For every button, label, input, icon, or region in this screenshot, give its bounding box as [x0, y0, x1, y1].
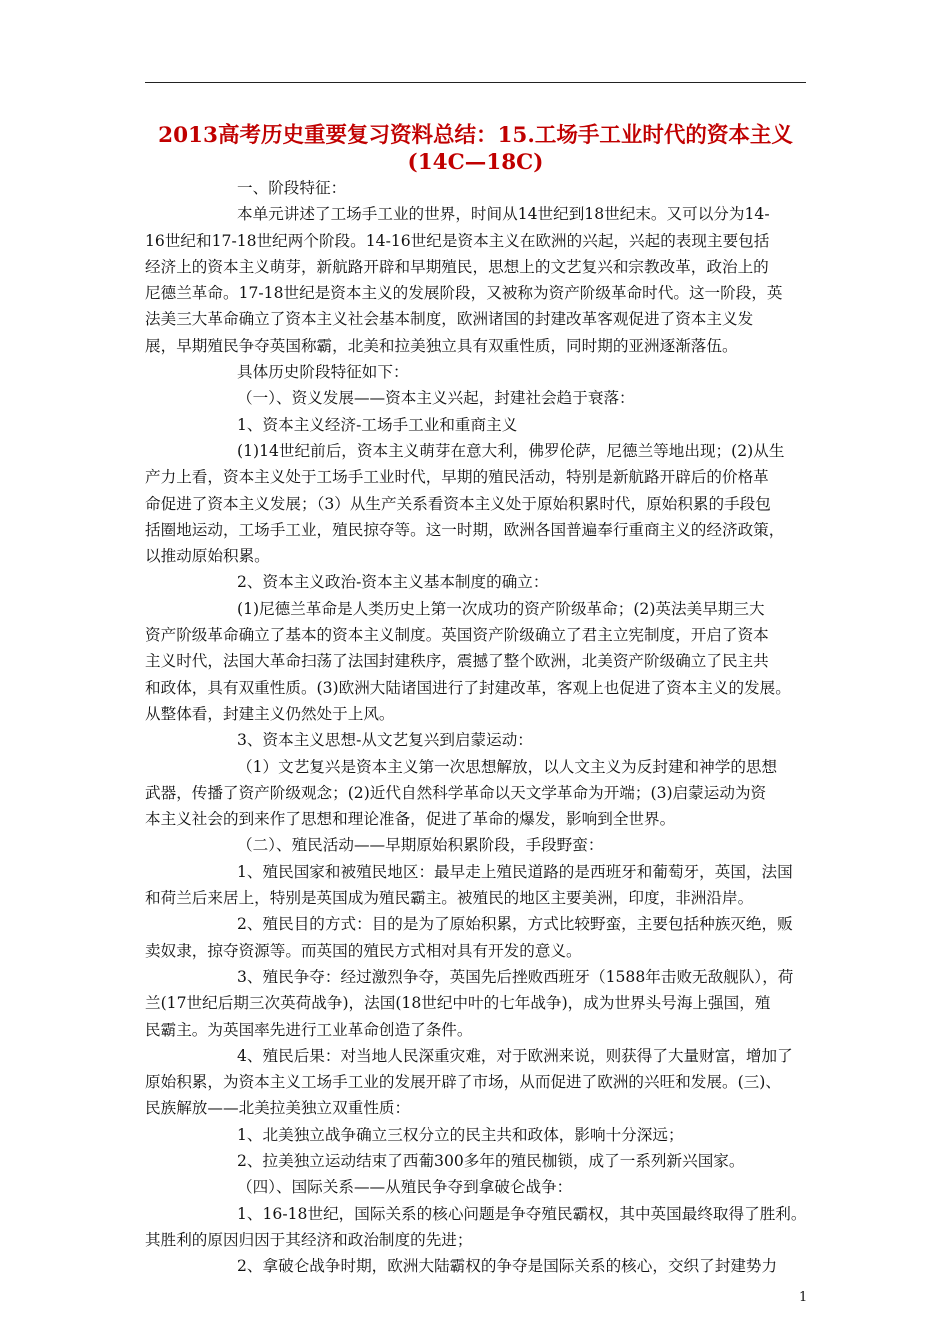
paragraph-line: 和政体，具有双重性质。(3)欧洲大陆诸国进行了封建改革，客观上也促进了资本主义的发展。 [145, 678, 791, 697]
paragraph-line: 从整体看，封建主义仍然处于上风。 [145, 704, 395, 723]
paragraph-line: 2、资本主义政治-资本主义基本制度的确立： [237, 573, 549, 592]
document-title [145, 122, 806, 176]
paragraph-line: 命促进了资本主义发展；（3）从生产关系看资本主义处于原始积累时代，原始积累的手段包 [145, 494, 771, 513]
page-number: 1 [799, 1290, 808, 1305]
paragraph-line: 1、北美独立战争确立三权分立的民主共和政体，影响十分深远； [237, 1125, 684, 1144]
paragraph-line: 资产阶级革命确立了基本的资本主义制度。英国资产阶级确立了君主立宪制度，开启了资本 [145, 626, 769, 645]
paragraph-line: 主义时代，法国大革命扫荡了法国封建秩序，震撼了整个欧洲，北美资产阶级确立了民主共 [145, 652, 769, 671]
paragraph-line: 1、资本主义经济-工场手工业和重商主义 [237, 415, 518, 434]
paragraph-line: 以推动原始积累。 [145, 547, 270, 566]
paragraph-line: 4、殖民后果：对当地人民深重灾难，对于欧洲来说，则获得了大量财富，增加了 [237, 1046, 793, 1065]
paragraph-line: （一）、资义发展——资本主义兴起，封建社会趋于衰落： [237, 389, 635, 408]
paragraph-line: 兰(17世纪后期三次英荷战争)，法国(18世纪中叶的七年战争)，成为世界头号海上强国，殖 [145, 994, 771, 1013]
paragraph-line: （四）、国际关系——从殖民争夺到拿破仑战争： [237, 1178, 573, 1197]
paragraph-line: 一、阶段特征： [237, 179, 347, 197]
paragraph-line: 经济上的资本主义萌芽，新航路开辟和早期殖民，思想上的文艺复兴和宗教改革，政治上的 [145, 257, 769, 276]
paragraph-line: 本单元讲述了工场手工业的世界，时间从14世纪到18世纪末。又可以分为14- [237, 205, 770, 224]
paragraph-line: 括圈地运动，工场手工业，殖民掠夺等。这一时期，欧洲各国普遍奉行重商主义的经济政策， [145, 520, 785, 539]
paragraph-line: 2、拿破仑战争时期，欧洲大陆霸权的争夺是国际关系的核心，交织了封建势力 [237, 1257, 778, 1276]
title-line-2: (14C—18C) [407, 150, 544, 175]
paragraph-line: （二）、殖民活动——早期原始积累阶段，手段野蛮： [237, 836, 604, 855]
paragraph-line: （1）文艺复兴是资本主义第一次思想解放，以人文主义为反封建和神学的思想 [237, 757, 778, 776]
paragraph-line: 2、拉美独立运动结束了西葡300多年的殖民枷锁，成了一系列新兴国家。 [237, 1151, 745, 1170]
title-line-1: 2013高考历史重要复习资料总结：15.工场手工业时代的资本主义 [158, 123, 793, 148]
paragraph-line: 卖奴隶，掠夺资源等。而英国的殖民方式相对具有开发的意义。 [145, 941, 582, 960]
paragraph-line: 3、资本主义思想-从文艺复兴到启蒙运动： [237, 731, 533, 750]
paragraph-line: 武器，传播了资产阶级观念；(2)近代自然科学革命以天文学革命为开端；(3)启蒙运动为资 [145, 783, 767, 802]
paragraph-line: 2、殖民目的方式：目的是为了原始积累，方式比较野蛮，主要包括种族灭绝，贩 [237, 915, 793, 934]
paragraph-line: 产力上看，资本主义处于工场手工业时代，早期的殖民活动，特别是新航路开辟后的价格革 [145, 468, 769, 487]
paragraph-line: 原始积累，为资本主义工场手工业的发展开辟了市场，从而促进了欧洲的兴旺和发展。(三)、 [145, 1073, 781, 1092]
paragraph-line: 具体历史阶段特征如下： [237, 363, 409, 382]
paragraph-line: 法美三大革命确立了资本主义社会基本制度，欧洲诸国的封建改革客观促进了资本主义发 [145, 310, 754, 329]
paragraph-line: 展，早期殖民争夺英国称霸，北美和拉美独立具有双重性质，同时期的亚洲逐渐落伍。 [145, 336, 738, 355]
paragraph-line: 其胜利的原因归因于其经济和政治制度的先进； [145, 1230, 473, 1249]
paragraph-line: 和荷兰后来居上，特别是英国成为殖民霸主。被殖民的地区主要美洲，印度，非洲沿岸。 [145, 889, 754, 908]
paragraph-line: 1、16-18世纪，国际关系的核心问题是争夺殖民霸权，其中英国最终取得了胜利。 [237, 1204, 807, 1223]
paragraph-line: (1)尼德兰革命是人类历史上第一次成功的资产阶级革命；(2)英法美早期三大 [237, 599, 765, 618]
header-rule [145, 82, 806, 83]
paragraph-line: 民族解放——北美拉美独立双重性质： [145, 1099, 411, 1118]
paragraph-line: 尼德兰革命。17-18世纪是资本主义的发展阶段，又被称为资产阶级革命时代。这一阶段，英 [145, 284, 783, 303]
paragraph-line: 3、殖民争夺：经过激烈争夺，英国先后挫败西班牙（1588年击败无敌舰队），荷 [237, 967, 794, 986]
paragraph-line: 16世纪和17-18世纪两个阶段。14-16世纪是资本主义在欧洲的兴起，兴起的表现主要包括 [145, 231, 770, 250]
paragraph-line: 民霸主。为英国率先进行工业革命创造了条件。 [145, 1020, 473, 1039]
paragraph-line: 本主义社会的到来作了思想和理论准备，促进了革命的爆发，影响到全世界。 [145, 810, 676, 829]
paragraph-line: (1)14世纪前后，资本主义萌芽在意大利，佛罗伦萨，尼德兰等地出现；(2)从生 [237, 441, 785, 460]
document-body [145, 175, 811, 1279]
paragraph-line: 1、殖民国家和被殖民地区：最早走上殖民道路的是西班牙和葡萄牙，英国，法国 [237, 862, 793, 881]
